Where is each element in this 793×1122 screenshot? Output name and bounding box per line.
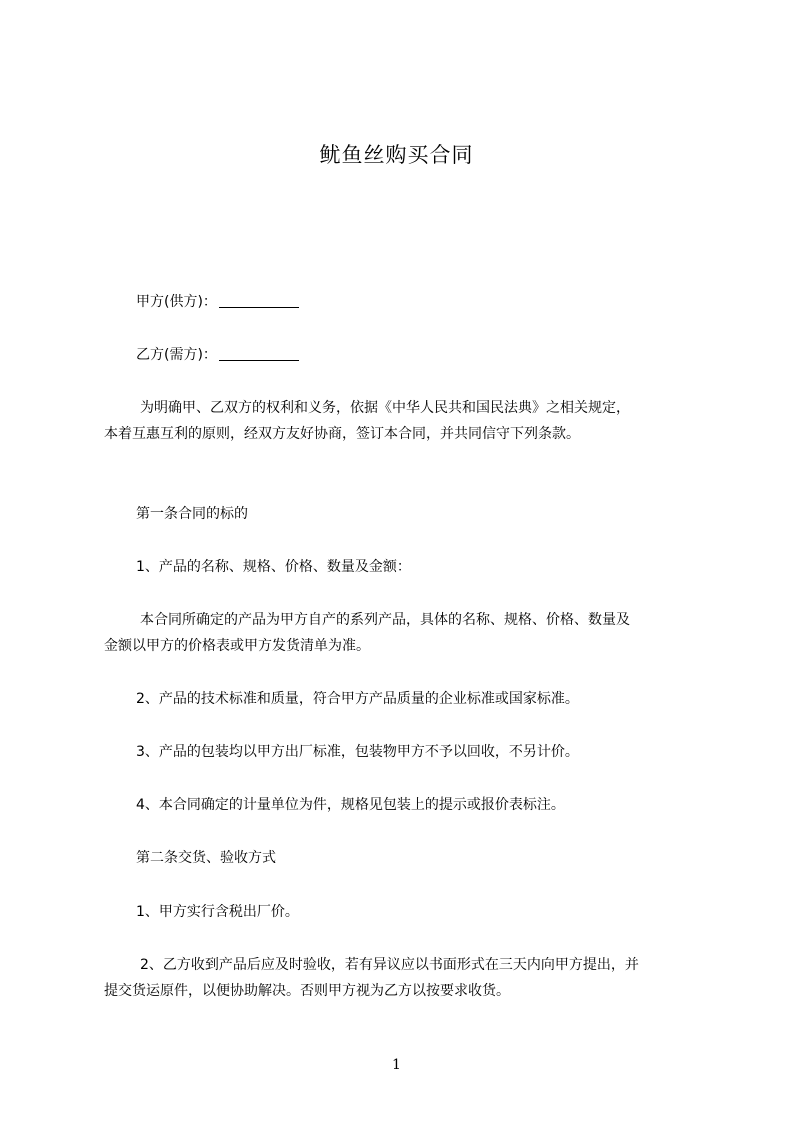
article-1-item-2: 2、产品的技术标准和质量，符合甲方产品质量的企业标准或国家标准。 bbox=[136, 691, 579, 707]
party-b-label: 乙方(需方)： bbox=[136, 347, 217, 363]
article-1-item-3: 3、产品的包装均以甲方出厂标准，包装物甲方不予以回收，不另计价。 bbox=[136, 744, 579, 760]
article-1-title: 第一条合同的标的 bbox=[136, 506, 248, 522]
article-1-item-4: 4、本合同确定的计量单位为件，规格见包装上的提示或报价表标注。 bbox=[136, 797, 565, 813]
article-1-item-1-detail-line-1: 本合同所确定的产品为甲方自产的系列产品，具体的名称、规格、价格、数量及 bbox=[140, 612, 630, 628]
party-a-line bbox=[136, 292, 299, 312]
intro-paragraph bbox=[104, 398, 708, 444]
party-b-line bbox=[136, 345, 299, 365]
intro-line-1: 为明确甲、乙双方的权利和义务，依据《中华人民共和国民法典》之相关规定， bbox=[140, 400, 630, 416]
party-b-blank bbox=[219, 346, 299, 361]
article-2-item-1: 1、甲方实行含税出厂价。 bbox=[136, 904, 299, 920]
article-1-item-1-detail-line-2: 金额以甲方的价格表或甲方发货清单为准。 bbox=[104, 638, 370, 654]
article-1-item-1: 1、产品的名称、规格、价格、数量及金额： bbox=[136, 559, 411, 575]
article-2-item-2-line-2: 提交货运原件，以便协助解决。否则甲方视为乙方以按要求收货。 bbox=[104, 983, 510, 999]
article-1-item-1-detail bbox=[104, 610, 708, 656]
document-title: 鱿鱼丝购买合同 bbox=[319, 143, 474, 167]
article-2-item-2-line-1: 2、乙方收到产品后应及时验收，若有异议应以书面形式在三天内向甲方提出，并 bbox=[140, 957, 639, 973]
article-2-title: 第二条交货、验收方式 bbox=[136, 850, 276, 866]
article-2-item-2 bbox=[104, 955, 708, 1001]
intro-line-2: 本着互惠互利的原则，经双方友好协商，签订本合同，并共同信守下列条款。 bbox=[104, 426, 580, 442]
page-number: 1 bbox=[392, 1057, 401, 1073]
party-a-blank bbox=[219, 293, 299, 308]
party-a-label: 甲方(供方)： bbox=[136, 294, 217, 310]
